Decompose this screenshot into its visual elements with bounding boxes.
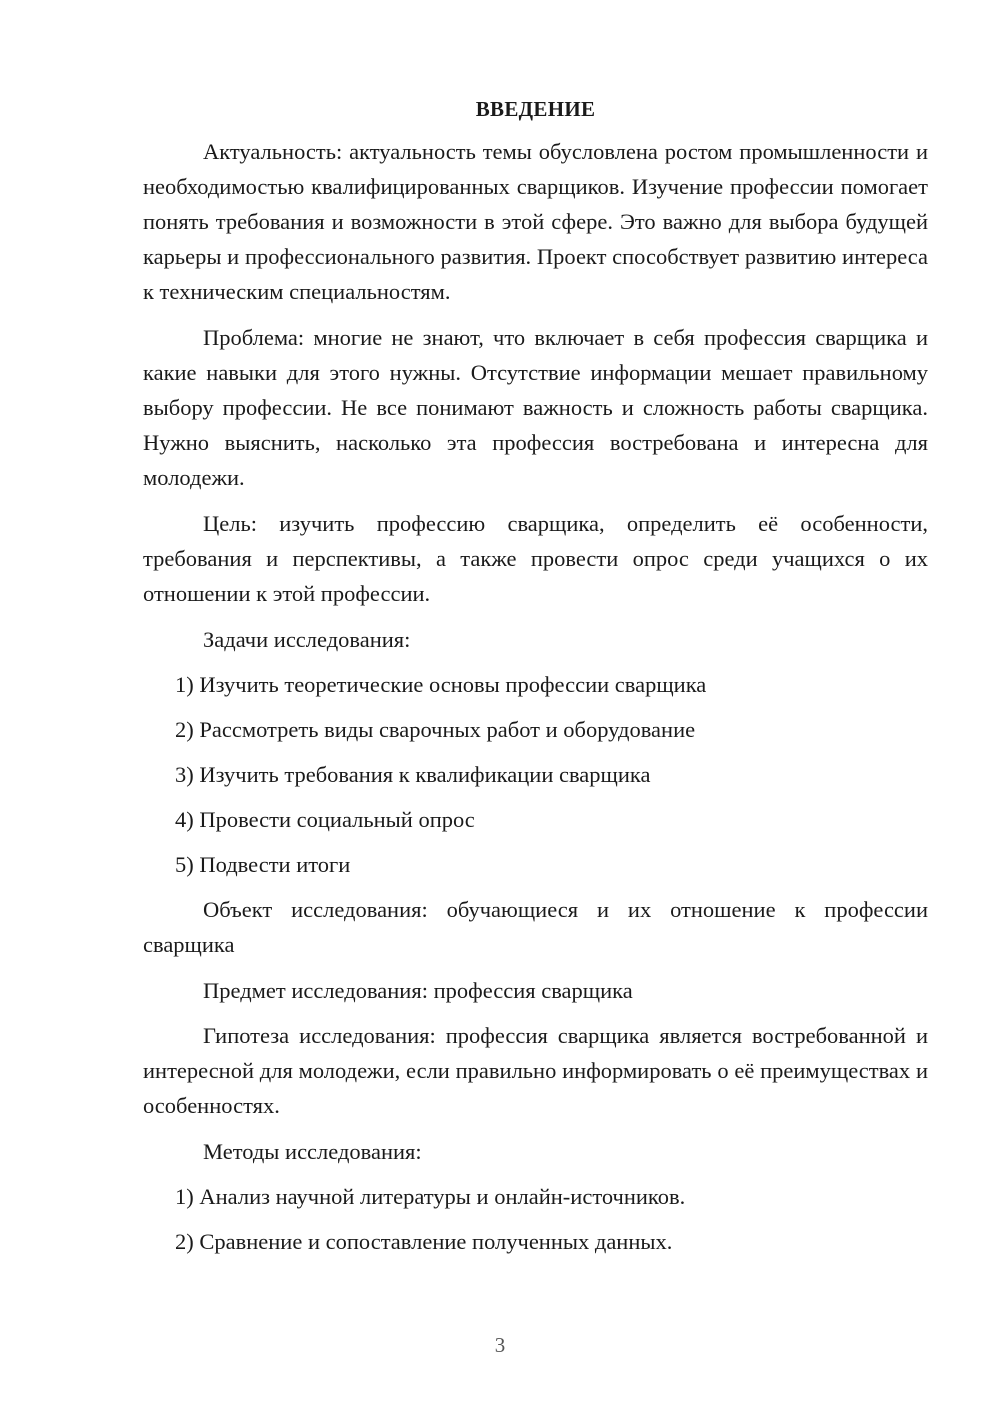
problem-paragraph: Проблема: многие не знают, что включает в себя профессия сварщика и какие навыки для этого нужны. Отсутствие информации мешает правильному выбору профессии. Не все понимают важность и сложность работы сварщика. Нужно выяснить, насколько эта профессия востребована и интересна для молодежи. — [143, 325, 928, 490]
page-title: ВВЕДЕНИЕ — [475, 97, 596, 121]
tasks-list — [143, 667, 928, 882]
list-item: 2) Сравнение и сопоставление полученных данных. — [175, 1229, 673, 1254]
list-item: 5) Подвести итоги — [175, 852, 351, 877]
list-item: 1) Анализ научной литературы и онлайн-источников. — [175, 1184, 686, 1209]
hypothesis-paragraph: Гипотеза исследования: профессия сварщика является востребованной и интересной для молодежи, если правильно информировать о её преимуществах и особенностях. — [143, 1023, 928, 1118]
methods-heading: Методы исследования: — [203, 1139, 422, 1164]
list-item: 4) Провести социальный опрос — [175, 807, 475, 832]
page-number: 3 — [494, 1333, 506, 1357]
tasks-heading: Задачи исследования: — [203, 627, 411, 652]
object-paragraph: Объект исследования: обучающиеся и их отношение к профессии сварщика — [143, 897, 928, 957]
list-item: 2) Рассмотреть виды сварочных работ и оборудование — [175, 717, 696, 742]
subject-paragraph: Предмет исследования: профессия сварщика — [203, 978, 633, 1003]
list-item: 3) Изучить требования к квалификации сварщика — [175, 762, 651, 787]
document-page — [143, 92, 928, 1269]
goal-paragraph: Цель: изучить профессию сварщика, определить её особенности, требования и перспективы, а также провести опрос среди учащихся о их отношении к этой профессии. — [143, 511, 928, 606]
methods-list — [143, 1179, 928, 1259]
relevance-paragraph: Актуальность: актуальность темы обусловлена ростом промышленности и необходимостью квалифицированных сварщиков. Изучение профессии помогает понять требования и возможности в этой сфере. Это важно для выбора будущей карьеры и профессионального развития. Проект способствует развитию интереса к техническим специальностям. — [143, 139, 928, 304]
list-item: 1) Изучить теоретические основы профессии сварщика — [175, 672, 707, 697]
